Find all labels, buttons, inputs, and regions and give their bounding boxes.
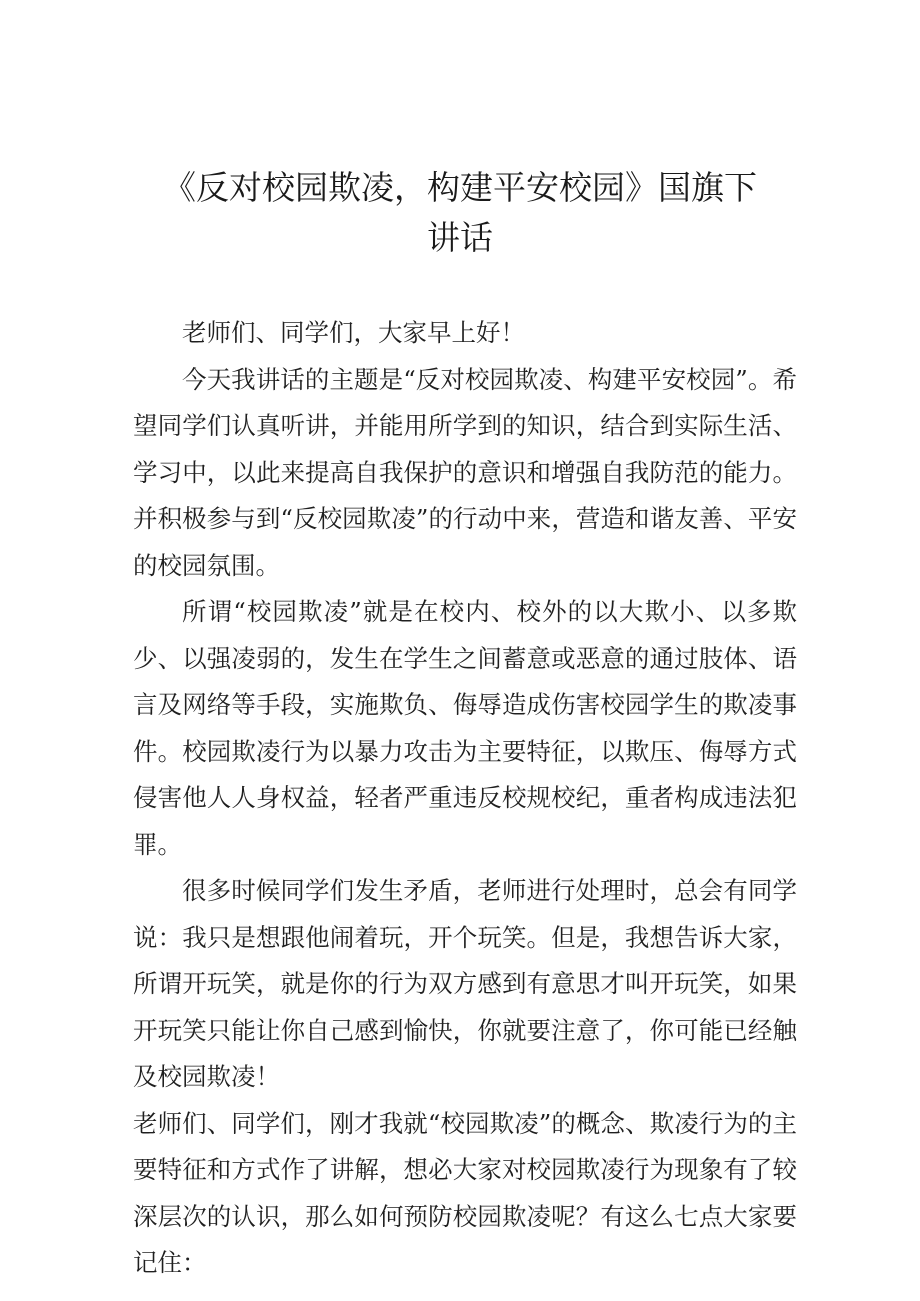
title-line-2: 讲话: [427, 218, 493, 257]
document-body: [133, 310, 797, 1287]
paragraph-joking: 很多时候同学们发生矛盾，老师进行处理时，总会有同学说：我只是想跟他闹着玩，开个玩笑。但是，我想告诉大家，所谓开玩笑，就是你的行为双方感到有意思才叫开玩笑，如果开玩笑只能让你自己感到愉快，你就要注意了，你可能已经触及校园欺凌！: [133, 876, 797, 1091]
paragraph-topic: 今天我讲话的主题是“反对校园欺凌、构建平安校园”。希望同学们认真听讲，并能用所学到的知识，结合到实际生活、学习中，以此来提高自我保护的意识和增强自我防范的能力。并积极参与到“反校园欺凌”的行动中来，营造和谐友善、平安的校园氛围。: [133, 364, 797, 580]
paragraph-definition: 所谓“校园欺凌”就是在校内、校外的以大欺小、以多欺少、以强凌弱的，发生在学生之间蓄意或恶意的通过肢体、语言及网络等手段，实施欺负、侮辱造成伤害校园学生的欺凌事件。校园欺凌行为以暴力攻击为主要特征，以欺压、侮辱方式侵害他人人身权益，轻者严重违反校规校纪，重者构成违法犯罪。: [133, 597, 797, 859]
document-title: [100, 163, 820, 263]
paragraph-prevention: 老师们、同学们，刚才我就“校园欺凌”的概念、欺凌行为的主要特征和方式作了讲解，想必大家对校园欺凌行为现象有了较深层次的认识，那么如何预防校园欺凌呢？有这么七点大家要记住：: [133, 1108, 797, 1277]
title-line-1: 《反对校园欺凌，构建平安校园》国旗下: [163, 168, 757, 207]
paragraph-greeting: 老师们、同学们，大家早上好！: [182, 318, 525, 347]
